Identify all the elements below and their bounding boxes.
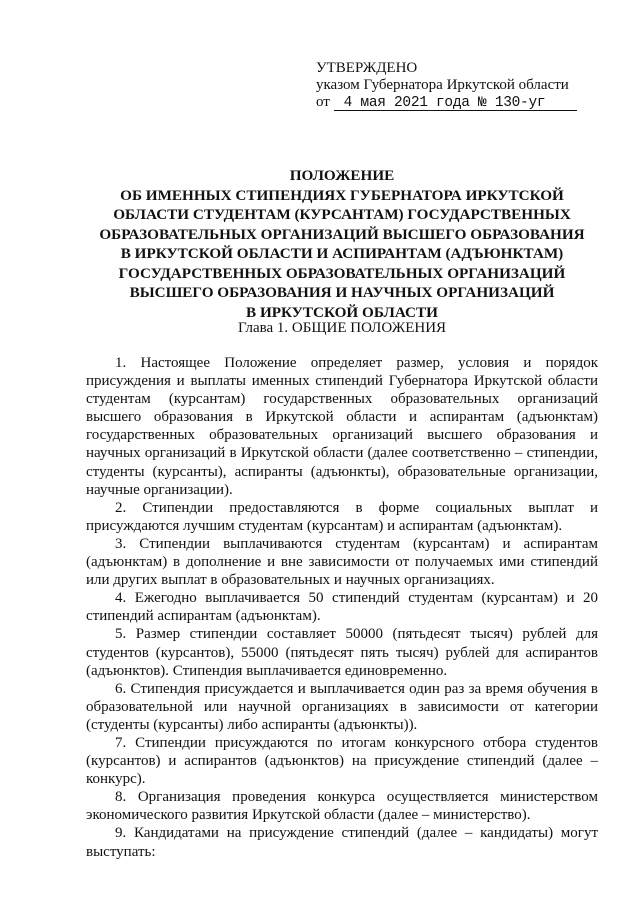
paragraph: 7. Стипендии присуждаются по итогам конкурсного отбора студентов (курсантов) и аспирантов (адъюнктов) на присуждение стипендий (далее – конкурс). bbox=[86, 734, 598, 788]
document-body bbox=[86, 354, 598, 861]
chapter-heading: Глава 1. ОБЩИЕ ПОЛОЖЕНИЯ bbox=[237, 320, 447, 336]
document-title bbox=[72, 166, 612, 322]
paragraph: 4. Ежегодно выплачивается 50 стипендий студентам (курсантам) и 20 стипендий аспирантам (адъюнктам). bbox=[86, 590, 598, 625]
title-line: ОБ ИМЕННЫХ СТИПЕНДИЯХ ГУБЕРНАТОРА ИРКУТСКОЙ bbox=[120, 186, 564, 204]
paragraph: 8. Организация проведения конкурса осуществляется министерством экономического развития Иркутской области (далее – министерство). bbox=[86, 789, 598, 824]
title-line: В ИРКУТСКОЙ ОБЛАСТИ И АСПИРАНТАМ (АДЪЮНКТАМ) bbox=[120, 245, 564, 262]
from-label: от bbox=[316, 94, 330, 110]
paragraph: 5. Размер стипендии составляет 50000 (пятьдесят тысяч) рублей для студентов (курсантов), 55000 (пятьдесят пять тысяч) рублей для аспирантов (адъюнктов). Стипендия выплачивается единовременно. bbox=[86, 626, 598, 679]
title-line: ГОСУДАРСТВЕННЫХ ОБРАЗОВАТЕЛЬНЫХ ОРГАНИЗАЦИЙ bbox=[118, 264, 566, 282]
paragraph: 1. Настоящее Положение определяет размер, условия и порядок присуждения и выплаты именных стипендий Губернатора Иркутской области студентам (курсантам) государственных образовательных организаций высшего образования в Иркутской области и аспирантам (адъюнктам) государственных образовательных организаций высшего образования и научных организаций в Иркутской области (далее соответственно – стипендии, студенты (курсанты), аспиранты (адъюнкты), образовательные организации, научные организации). bbox=[86, 355, 598, 498]
paragraph: 3. Стипендии выплачиваются студентам (курсантам) и аспирантам (адъюнктам) в дополнение и вне зависимости от получаемых ими стипендий или других выплат в образовательных и научных организациях. bbox=[86, 535, 598, 589]
decree-date-line bbox=[316, 94, 577, 111]
title-line: ОБРАЗОВАТЕЛЬНЫХ ОРГАНИЗАЦИЙ ВЫСШЕГО ОБРАЗОВАНИЯ bbox=[99, 225, 585, 243]
paragraph: 2. Стипендии предоставляются в форме социальных выплат и присуждаются лучшим студентам (курсантам) и аспирантам (адъюнктам). bbox=[86, 499, 598, 534]
title-line: В ИРКУТСКОЙ ОБЛАСТИ bbox=[246, 303, 438, 321]
title-line: ВЫСШЕГО ОБРАЗОВАНИЯ И НАУЧНЫХ ОРГАНИЗАЦИЙ bbox=[129, 284, 555, 301]
paragraph: 6. Стипендия присуждается и выплачивается один раз за время обучения в образовательной или научной организациях в зависимости от категории (студенты (курсанты) либо аспиранты (адъюнкты)). bbox=[86, 680, 598, 733]
title-line: ОБЛАСТИ СТУДЕНТАМ (КУРСАНТАМ) ГОСУДАРСТВЕННЫХ bbox=[113, 206, 571, 223]
decree-label: указом Губернатора Иркутской области bbox=[316, 77, 569, 93]
approval-stamp bbox=[316, 60, 577, 111]
paragraph: 9. Кандидатами на присуждение стипендий (далее – кандидаты) могут выступать: bbox=[86, 825, 598, 860]
decree-date-number: 4 мая 2021 года № 130-уг bbox=[334, 96, 577, 111]
approved-label: УТВЕРЖДЕНО bbox=[316, 60, 418, 76]
title-line: ПОЛОЖЕНИЕ bbox=[289, 167, 395, 184]
